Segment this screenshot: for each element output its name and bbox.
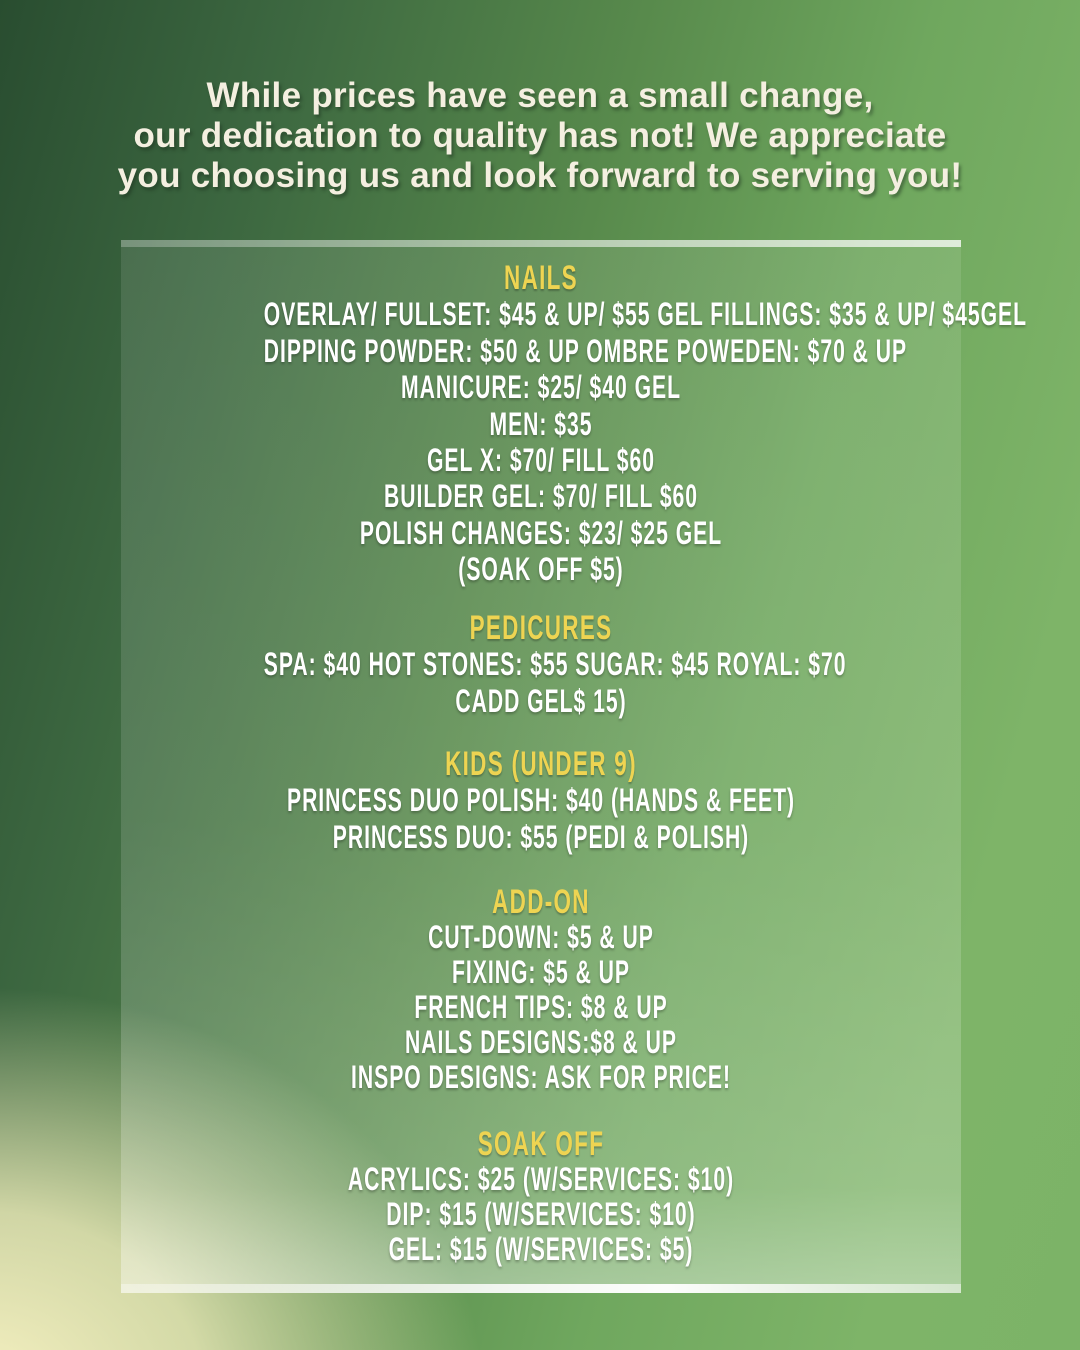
service-line: FRENCH TIPS: $8 & UP bbox=[414, 989, 668, 1025]
service-line: (SOAK OFF $5) bbox=[458, 551, 624, 588]
service-line: DIPPING POWDER: $50 & UP OMBRE POWEDEN: $70 & UP bbox=[263, 332, 908, 369]
service-line: OVERLAY/ FULLSET: $45 & UP/ $55 GEL FILLINGS: $35 & UP/ $45GEL bbox=[263, 296, 1028, 333]
service-line: SPA: $40 HOT STONES: $55 SUGAR: $45 ROYAL: $70 bbox=[263, 646, 847, 683]
section-pedicures bbox=[121, 610, 961, 719]
service-line: NAILS DESIGNS:$8 & UP bbox=[405, 1024, 677, 1060]
intro-message bbox=[0, 76, 1080, 196]
section-title-pedicures: PEDICURES bbox=[469, 609, 613, 647]
section-title-nails: NAILS bbox=[504, 259, 578, 297]
section-title-addon: ADD-ON bbox=[492, 883, 590, 921]
section-addon bbox=[121, 885, 961, 1095]
section-title-kids: KIDS (UNDER 9) bbox=[445, 745, 637, 783]
service-line: FIXING: $5 & UP bbox=[452, 954, 630, 990]
service-line: POLISH CHANGES: $23/ $25 GEL bbox=[359, 514, 723, 551]
service-line: PRINCESS DUO POLISH: $40 (HANDS & FEET) bbox=[286, 782, 795, 819]
service-line: INSPO DESIGNS: ASK FOR PRICE! bbox=[351, 1059, 731, 1095]
intro-line-3: you choosing us and look forward to serving you! bbox=[117, 156, 963, 195]
intro-line-1: While prices have seen a small change, bbox=[206, 76, 874, 115]
service-line: PRINCESS DUO: $55 (PEDI & POLISH) bbox=[332, 818, 750, 855]
intro-line-2: our dedication to quality has not! We appreciate bbox=[133, 116, 947, 155]
section-title-soakoff: SOAK OFF bbox=[477, 1125, 605, 1163]
section-nails bbox=[121, 259, 1028, 588]
section-soakoff bbox=[121, 1127, 961, 1267]
section-kids bbox=[121, 746, 961, 855]
service-line: CADD GEL$ 15) bbox=[455, 682, 627, 719]
service-line: ACRYLICS: $25 (W/SERVICES: $10) bbox=[347, 1161, 735, 1197]
service-line: GEL: $15 (W/SERVICES: $5) bbox=[388, 1231, 694, 1267]
service-line: CUT-DOWN: $5 & UP bbox=[428, 919, 654, 955]
service-line: MEN: $35 bbox=[489, 405, 593, 442]
price-panel bbox=[121, 240, 1028, 1293]
service-line: MANICURE: $25/ $40 GEL bbox=[401, 369, 681, 406]
service-line: DIP: $15 (W/SERVICES: $10) bbox=[386, 1196, 696, 1232]
service-line: GEL X: $70/ FILL $60 bbox=[427, 442, 655, 479]
service-line: BUILDER GEL: $70/ FILL $60 bbox=[383, 478, 699, 515]
